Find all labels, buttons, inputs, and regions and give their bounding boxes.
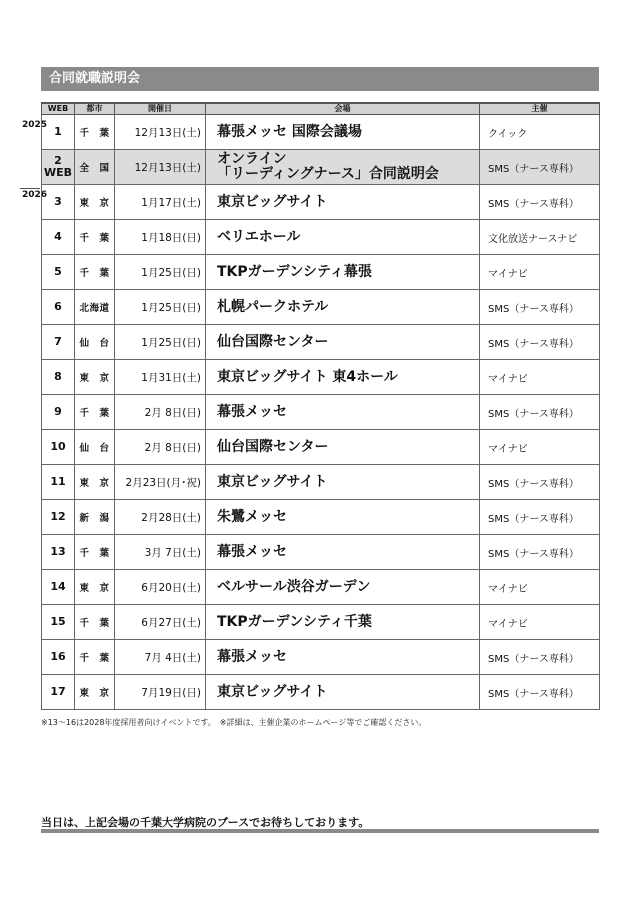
table-row: [42, 115, 600, 150]
table-row: [42, 465, 600, 500]
header-date: 開催日: [115, 103, 206, 115]
event-date: 1月31日(土): [115, 360, 206, 395]
table-row: [42, 185, 600, 220]
event-host: SMS（ナース専科）: [480, 150, 600, 185]
event-number: 13: [42, 535, 75, 570]
events-table: [41, 102, 600, 710]
event-venue: 東京ビッグサイト: [206, 675, 480, 710]
event-number: 5: [42, 255, 75, 290]
event-date: 3月 7日(土): [115, 535, 206, 570]
event-number: 4: [42, 220, 75, 255]
event-host: SMS（ナース専科）: [480, 395, 600, 430]
event-city: 千 葉: [75, 640, 115, 675]
event-number: 12: [42, 500, 75, 535]
event-venue: 東京ビッグサイト: [206, 465, 480, 500]
event-venue: TKPガーデンシティ幕張: [206, 255, 480, 290]
event-date: 2月 8日(日): [115, 430, 206, 465]
event-host: マイナビ: [480, 605, 600, 640]
event-number: 14: [42, 570, 75, 605]
event-date: 7月 4日(土): [115, 640, 206, 675]
event-host: マイナビ: [480, 570, 600, 605]
header-host: 主催: [480, 103, 600, 115]
event-number: 15: [42, 605, 75, 640]
event-date: 12月13日(土): [115, 115, 206, 150]
event-number: 2 WEB: [42, 150, 75, 185]
table-row: [42, 255, 600, 290]
event-date: 1月18日(日): [115, 220, 206, 255]
event-host: マイナビ: [480, 430, 600, 465]
event-date: 1月17日(土): [115, 185, 206, 220]
year-label-2026: 2026: [22, 190, 48, 200]
event-venue: 幕張メッセ: [206, 395, 480, 430]
event-venue: 東京ビッグサイト 東4ホール: [206, 360, 480, 395]
event-number: 11: [42, 465, 75, 500]
table-row: [42, 500, 600, 535]
table-row: [42, 395, 600, 430]
event-number: 8: [42, 360, 75, 395]
table-row: [42, 605, 600, 640]
table-row: [42, 220, 600, 255]
table-row: [42, 640, 600, 675]
closing-message: 当日は、上記会場の千葉大学病院のブースでお待ちしております。: [41, 816, 370, 829]
event-venue: 朱鷺メッセ: [206, 500, 480, 535]
event-date: 7月19日(日): [115, 675, 206, 710]
table-row: [42, 535, 600, 570]
year-divider: [20, 188, 40, 189]
event-city: 東 京: [75, 360, 115, 395]
event-city: 北海道: [75, 290, 115, 325]
event-host: マイナビ: [480, 255, 600, 290]
event-city: 千 葉: [75, 255, 115, 290]
event-city: 千 葉: [75, 220, 115, 255]
event-city: 千 葉: [75, 605, 115, 640]
event-city: 東 京: [75, 185, 115, 220]
table-row: [42, 150, 600, 185]
event-venue: 札幌パークホテル: [206, 290, 480, 325]
event-number: 6: [42, 290, 75, 325]
header-city: 都市: [75, 103, 115, 115]
footnote: ※13～16は2028年度採用者向けイベントです。 ※詳細は、主催企業のホームページ等でご確認ください。: [41, 718, 427, 727]
event-city: 仙 台: [75, 325, 115, 360]
event-number: 10: [42, 430, 75, 465]
event-city: 新 潟: [75, 500, 115, 535]
event-number: 1: [42, 115, 75, 150]
event-host: SMS（ナース専科）: [480, 500, 600, 535]
event-city: 仙 台: [75, 430, 115, 465]
event-date: 2月28日(土): [115, 500, 206, 535]
event-city: 全 国: [75, 150, 115, 185]
web-badge: WEB: [43, 166, 73, 179]
event-venue: 幕張メッセ: [206, 640, 480, 675]
event-venue: 幕張メッセ 国際会議場: [206, 115, 480, 150]
event-host: SMS（ナース専科）: [480, 675, 600, 710]
event-venue: 仙台国際センター: [206, 430, 480, 465]
event-venue: 幕張メッセ: [206, 535, 480, 570]
event-city: 千 葉: [75, 115, 115, 150]
event-date: 2月23日(月･祝): [115, 465, 206, 500]
table-row: [42, 290, 600, 325]
event-host: SMS（ナース専科）: [480, 465, 600, 500]
event-venue: 仙台国際センター: [206, 325, 480, 360]
event-number: 17: [42, 675, 75, 710]
table-row: [42, 675, 600, 710]
event-host: 文化放送ナースナビ: [480, 220, 600, 255]
bottom-rule: [41, 829, 599, 833]
event-date: 6月20日(土): [115, 570, 206, 605]
event-city: 東 京: [75, 570, 115, 605]
event-host: SMS（ナース専科）: [480, 640, 600, 675]
event-number: 16: [42, 640, 75, 675]
event-number: 7: [42, 325, 75, 360]
event-venue: ベリエホール: [206, 220, 480, 255]
event-city: 千 葉: [75, 395, 115, 430]
event-date: 12月13日(土): [115, 150, 206, 185]
event-host: マイナビ: [480, 360, 600, 395]
event-city: 千 葉: [75, 535, 115, 570]
header-venue: 会場: [206, 103, 480, 115]
event-date: 6月27日(土): [115, 605, 206, 640]
event-venue: TKPガーデンシティ千葉: [206, 605, 480, 640]
event-venue: オンライン 「リーディングナース」合同説明会: [206, 150, 480, 185]
event-number: 3: [42, 185, 75, 220]
event-date: 1月25日(日): [115, 325, 206, 360]
event-host: SMS（ナース専科）: [480, 325, 600, 360]
event-city: 東 京: [75, 675, 115, 710]
table-row: [42, 360, 600, 395]
table-row: [42, 430, 600, 465]
event-date: 2月 8日(日): [115, 395, 206, 430]
header-web: WEB: [42, 103, 75, 115]
table-row: [42, 570, 600, 605]
event-host: SMS（ナース専科）: [480, 185, 600, 220]
event-venue: ベルサール渋谷ガーデン: [206, 570, 480, 605]
event-venue: 東京ビッグサイト: [206, 185, 480, 220]
table-header-row: [42, 103, 600, 115]
event-host: SMS（ナース専科）: [480, 535, 600, 570]
event-date: 1月25日(日): [115, 290, 206, 325]
event-host: SMS（ナース専科）: [480, 290, 600, 325]
event-city: 東 京: [75, 465, 115, 500]
section-title: 合同就職説明会: [41, 67, 599, 91]
event-host: クイック: [480, 115, 600, 150]
event-number: 9: [42, 395, 75, 430]
table-row: [42, 325, 600, 360]
event-date: 1月25日(日): [115, 255, 206, 290]
year-label-2025: 2025: [22, 120, 48, 130]
